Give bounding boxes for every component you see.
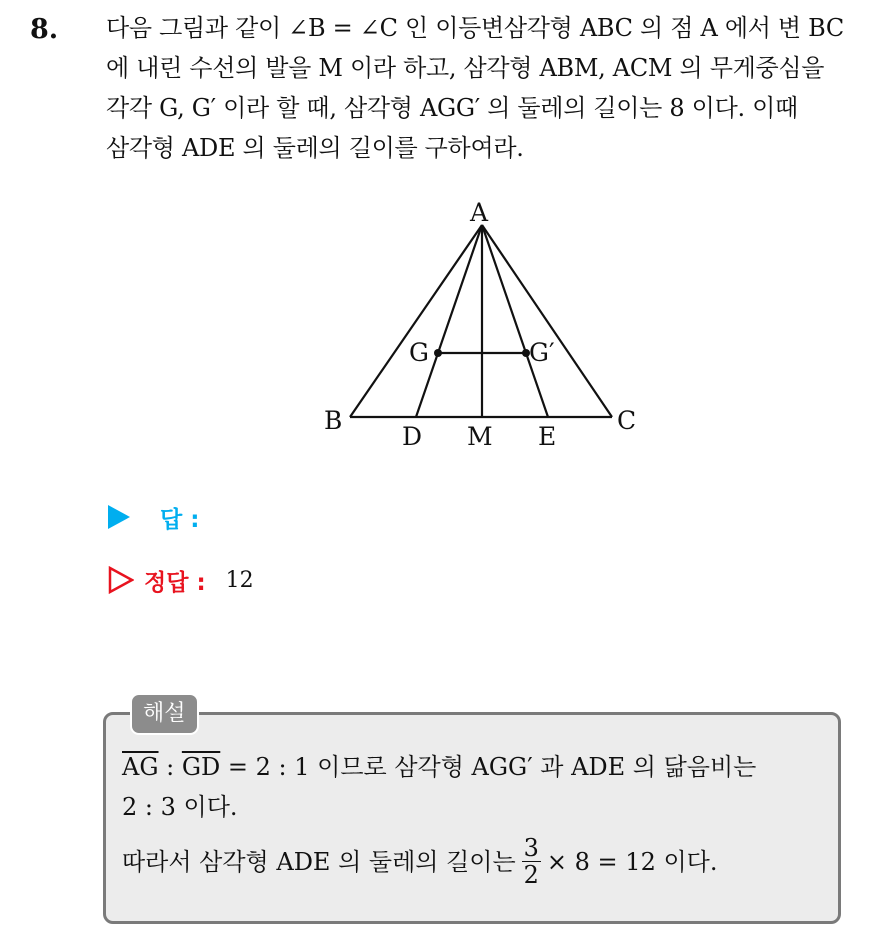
question-line: 에 내린 수선의 발을 M 이라 하고, 삼각형 ABM, ACM 의 무게중심을 bbox=[106, 54, 825, 82]
label-d: D bbox=[402, 422, 423, 451]
solution-line-3-post: × 8 = 12 이다. bbox=[546, 847, 718, 876]
fraction-numerator: 3 bbox=[523, 834, 539, 862]
segment-gd-label: $\overline{GD}$ bbox=[181, 753, 221, 781]
triangle-figure bbox=[310, 195, 650, 465]
solution-line-2: 2 : 3 이다. bbox=[122, 793, 238, 821]
solution-line-3 bbox=[122, 835, 756, 888]
label-g: G bbox=[409, 338, 429, 367]
fraction bbox=[522, 835, 541, 888]
solution-tag: 해설 bbox=[130, 693, 199, 735]
solution-line-1 bbox=[122, 747, 756, 787]
outline-arrow-icon bbox=[108, 566, 134, 594]
segment-ae bbox=[482, 225, 548, 417]
segment-ad bbox=[416, 225, 482, 417]
answer-row bbox=[108, 500, 199, 534]
label-g-prime: G′ bbox=[529, 338, 555, 367]
correct-answer-row bbox=[108, 562, 254, 598]
side-ac bbox=[482, 225, 612, 417]
question-number: 8. bbox=[30, 14, 59, 45]
segment-ag-label: $\overline{AG}$ bbox=[122, 753, 159, 781]
question-line: 각각 G, G′ 이라 할 때, 삼각형 AGG′ 의 둘레의 길이는 8 이다. 이때 bbox=[106, 94, 798, 122]
ratio-colon: : bbox=[158, 753, 182, 781]
solution-text bbox=[122, 747, 756, 888]
answer-label: 답 : bbox=[160, 506, 200, 533]
side-ab bbox=[350, 225, 482, 417]
correct-answer-value: 12 bbox=[225, 567, 254, 593]
question-text bbox=[106, 8, 866, 168]
label-m: M bbox=[467, 422, 493, 451]
solution-line-1-rest: = 2 : 1 이므로 삼각형 AGG′ 과 ADE 의 닮음비는 bbox=[220, 753, 757, 781]
solution-line-3-pre: 따라서 삼각형 ADE 의 둘레의 길이는 bbox=[122, 847, 516, 876]
question-line: 다음 그림과 같이 ∠B = ∠C 인 이등변삼각형 ABC 의 점 A 에서 변 BC bbox=[106, 14, 844, 42]
correct-answer-label: 정답 : bbox=[144, 569, 206, 596]
label-a: A bbox=[470, 198, 489, 227]
point-g bbox=[434, 349, 442, 357]
label-c: C bbox=[617, 406, 637, 435]
label-b: B bbox=[324, 406, 343, 435]
answer-arrow-icon bbox=[108, 505, 130, 529]
fraction-denominator: 2 bbox=[523, 861, 539, 889]
question-line: 삼각형 ADE 의 둘레의 길이를 구하여라. bbox=[106, 134, 524, 162]
label-e: E bbox=[538, 422, 557, 451]
